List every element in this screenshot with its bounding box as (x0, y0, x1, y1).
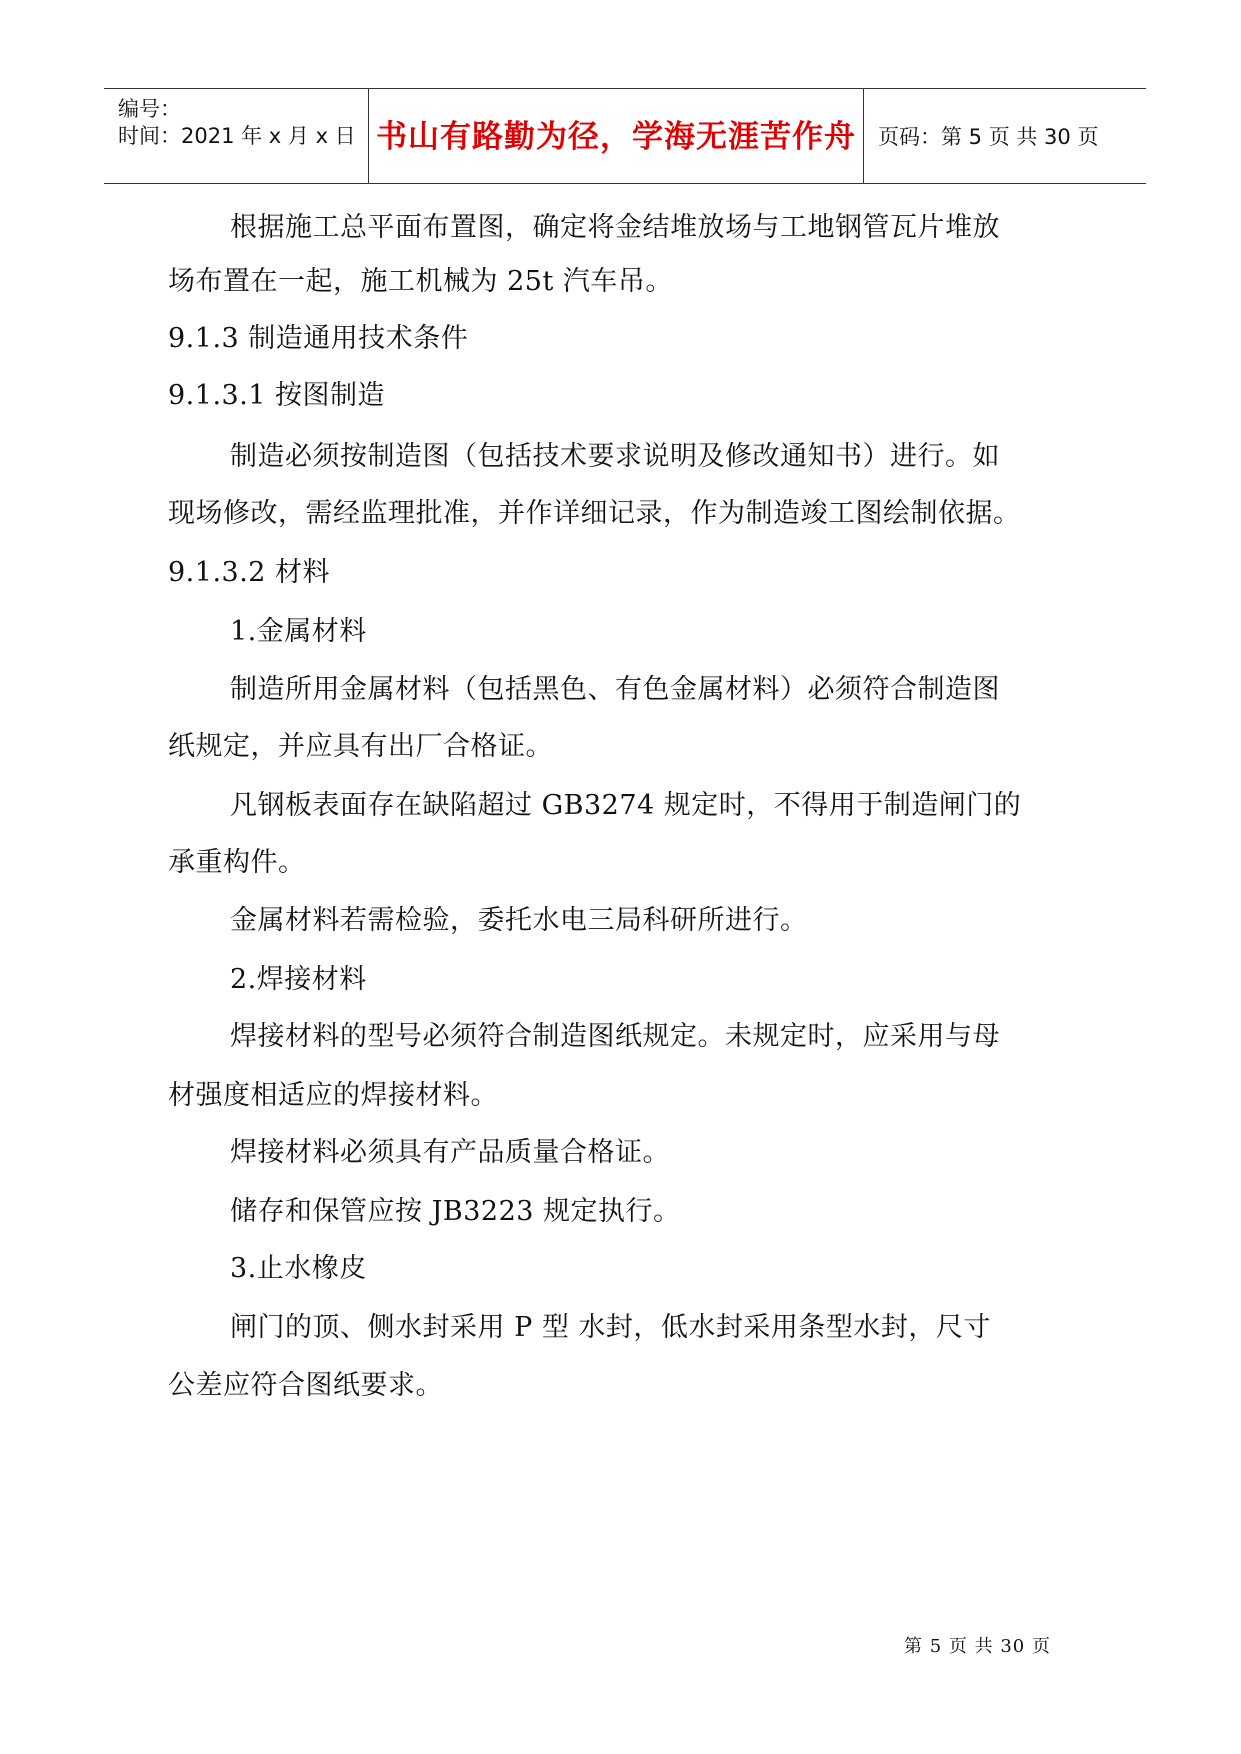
page-code: 页码：第 5 页 共 30 页 (878, 125, 1099, 149)
paragraph-line: 焊接材料的型号必须符合制造图纸规定。未规定时，应采用与母 (230, 1021, 1000, 1052)
subsection-heading: 3.止水橡皮 (230, 1253, 367, 1284)
paragraph-line: 场布置在一起，施工机械为 25t 汽车吊。 (168, 266, 673, 297)
paragraph-line: 现场修改，需经监理批准，并作详细记录，作为制造竣工图绘制依据。 (168, 498, 1021, 529)
header-motto-cell (368, 89, 864, 183)
section-heading: 9.1.3.1 按图制造 (168, 380, 386, 411)
paragraph-line: 承重构件。 (168, 847, 306, 878)
subsection-heading: 1.金属材料 (230, 616, 367, 647)
page-footer: 第 5 页 共 30 页 (904, 1636, 1051, 1657)
paragraph-line: 金属材料若需检验，委托水电三局科研所进行。 (230, 905, 808, 936)
time-label: 时间：2021 年 x 月 x 日 (118, 124, 356, 148)
serial-label: 编号： (118, 97, 181, 121)
section-heading: 9.1.3 制造通用技术条件 (168, 323, 469, 354)
paragraph-line: 纸规定，并应具有出厂合格证。 (168, 731, 553, 762)
paragraph-line: 根据施工总平面布置图，确定将金结堆放场与工地钢管瓦片堆放 (230, 212, 1000, 243)
section-heading: 9.1.3.2 材料 (168, 557, 331, 588)
paragraph-line: 公差应符合图纸要求。 (168, 1370, 443, 1401)
paragraph-line: 制造所用金属材料（包括黑色、有色金属材料）必须符合制造图 (230, 674, 1000, 705)
header-page-code-cell (864, 89, 1146, 183)
motto: 书山有路勤为径，学海无涯苦作舟 (376, 118, 856, 155)
page-header (104, 88, 1146, 184)
header-meta (104, 89, 368, 183)
paragraph-line: 凡钢板表面存在缺陷超过 GB3274 规定时，不得用于制造闸门的 (230, 790, 1022, 821)
paragraph-line: 制造必须按制造图（包括技术要求说明及修改通知书）进行。如 (230, 441, 1000, 472)
paragraph-line: 材强度相适应的焊接材料。 (168, 1080, 498, 1111)
subsection-heading: 2.焊接材料 (230, 964, 367, 995)
paragraph-line: 焊接材料必须具有产品质量合格证。 (230, 1137, 670, 1168)
paragraph-line: 闸门的顶、侧水封采用 P 型 水封，低水封采用条型水封，尺寸 (230, 1312, 991, 1343)
paragraph-line: 储存和保管应按 JB3223 规定执行。 (230, 1196, 681, 1227)
